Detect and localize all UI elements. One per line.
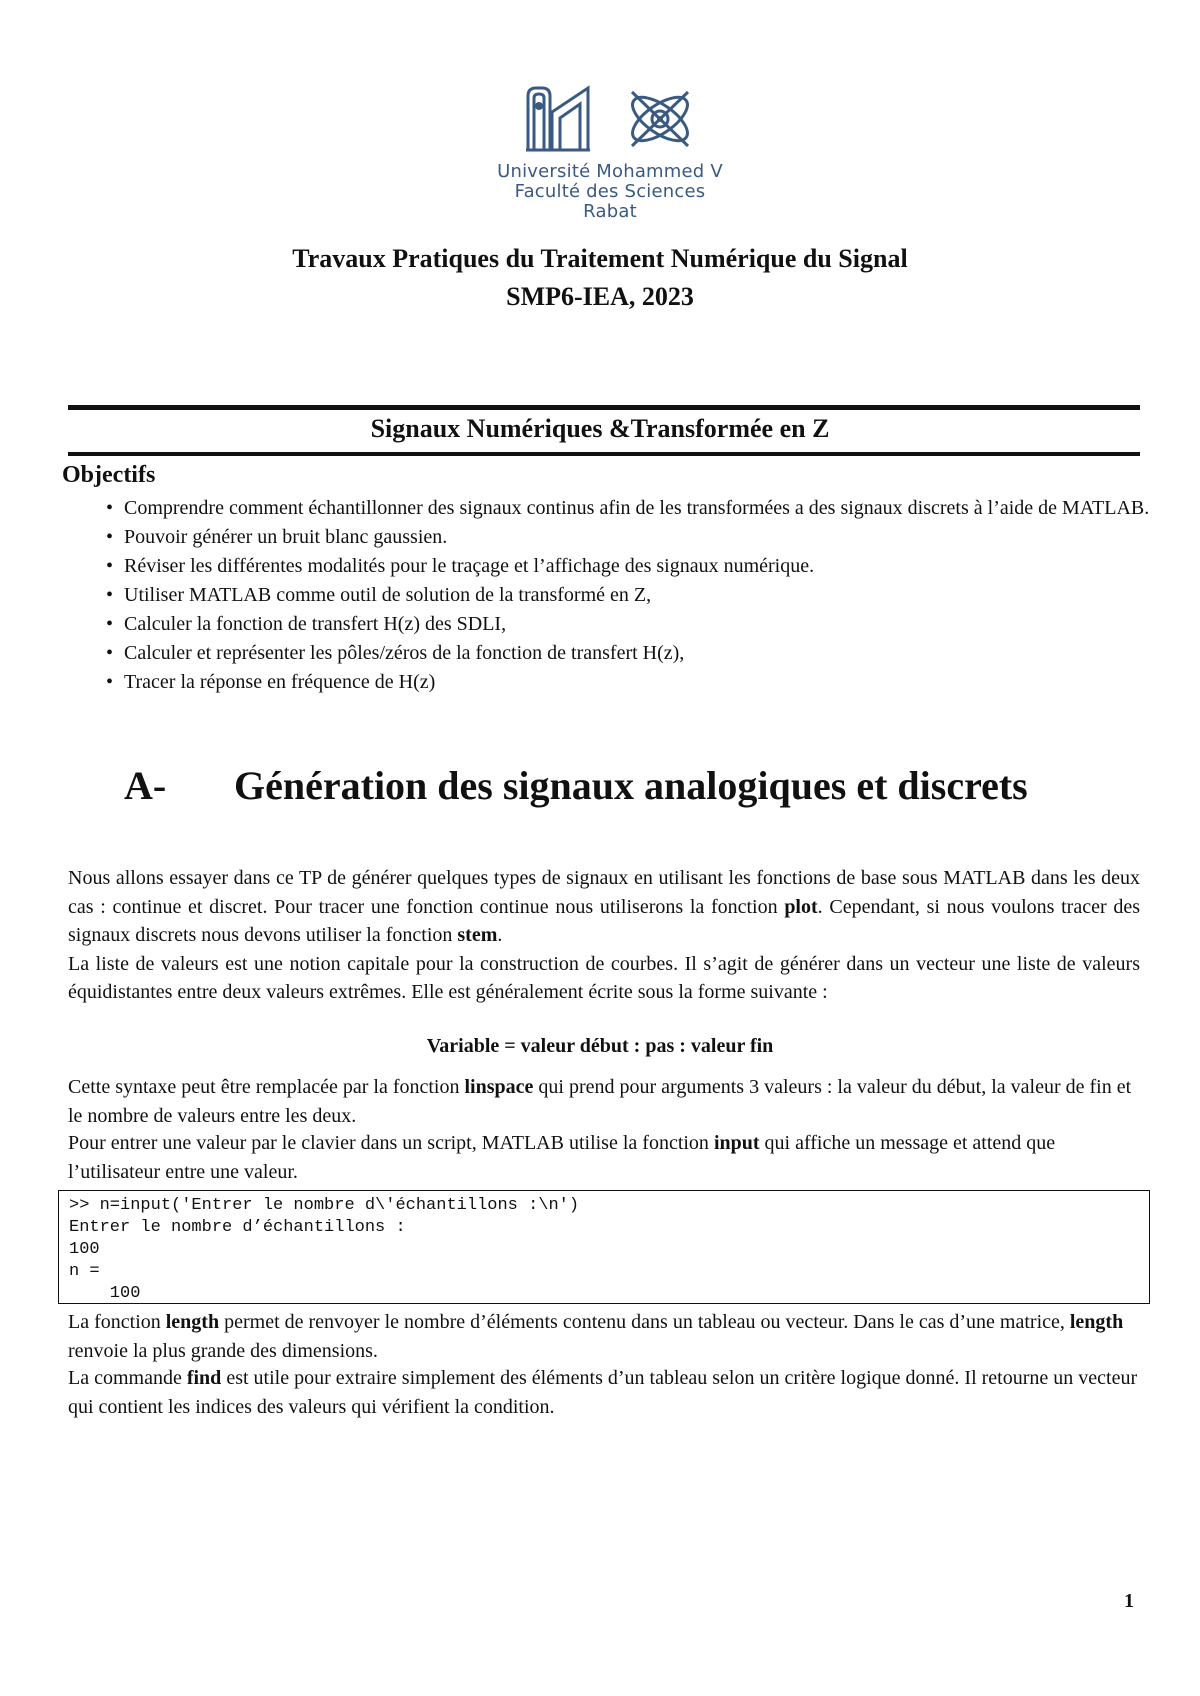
keyword-length: length bbox=[165, 1311, 220, 1333]
part-a-number: A- bbox=[124, 763, 167, 808]
logo-line-faculty: Faculté des Sciences bbox=[514, 181, 706, 202]
section-title: Signaux Numériques &Transformée en Z bbox=[370, 414, 830, 443]
bullet-icon: • bbox=[106, 613, 114, 635]
bullet-icon: • bbox=[106, 555, 114, 577]
section-rule-bottom bbox=[68, 452, 1140, 456]
logo-line-city: Rabat bbox=[583, 201, 637, 222]
list-item: • Utiliser MATLAB comme outil de solution de la transformé en Z, bbox=[100, 581, 1160, 610]
list-item: • Calculer la fonction de transfert H(z) des SDLI, bbox=[100, 610, 1160, 639]
keyword-length-2: length bbox=[1069, 1311, 1124, 1333]
keyword-linspace: linspace bbox=[464, 1076, 534, 1098]
keyword-plot: plot bbox=[784, 895, 818, 918]
input-paragraph: Pour entrer une valeur par le clavier dans un script, MATLAB utilise la fonction input qui affiche un message et attend que l’utilisateur entre une valeur. bbox=[68, 1132, 1056, 1183]
keyword-input: input bbox=[713, 1132, 760, 1154]
logo-line-university: Université Mohammed V bbox=[497, 161, 723, 182]
document-title: Travaux Pratiques du Traitement Numérique du Signal bbox=[292, 244, 908, 273]
page-number: 1 bbox=[1124, 1590, 1134, 1612]
keyword-find: find bbox=[186, 1367, 222, 1389]
linspace-paragraph: Cette syntaxe peut être remplacée par la fonction linspace qui prend pour arguments 3 valeurs : la valeur du début, la valeur de fin et le nombre de valeurs entre les deux. bbox=[68, 1076, 1132, 1127]
university-monogram-icon bbox=[522, 84, 594, 154]
value-list-paragraph: La liste de valeurs est une notion capitale pour la construction de courbes. Il s’agit de générer dans un vecteur une liste de valeurs équidistantes entre deux valeurs extrêmes. Elle est généralement écrite sous la forme suivante : bbox=[68, 952, 1140, 1003]
list-item: • Tracer la réponse en fréquence de H(z) bbox=[100, 668, 1160, 697]
section-rule-top bbox=[68, 405, 1140, 410]
code-block bbox=[58, 1190, 1150, 1304]
objectives-heading: Objectifs bbox=[62, 462, 156, 488]
objectives-list bbox=[100, 494, 1160, 697]
university-logo bbox=[460, 84, 760, 222]
code-line: 100 bbox=[69, 1284, 141, 1303]
bullet-icon: • bbox=[106, 584, 114, 606]
part-a-title: Génération des signaux analogiques et discrets bbox=[234, 763, 1028, 808]
bullet-icon: • bbox=[106, 671, 114, 693]
list-item: • Calculer et représenter les pôles/zéros de la fonction de transfert H(z), bbox=[100, 639, 1160, 668]
keyword-stem: stem bbox=[457, 924, 498, 946]
intro-paragraph: Nous allons essayer dans ce TP de générer quelques types de signaux en utilisant les fonctions de base sous MATLAB dans les deux cas : continue et discret. Pour tracer une fonction continue nous utiliserons la fonction plot. Cependant, si nous voulons tracer des signaux discrets nous devons utiliser la fonction stem. La liste de valeurs est une notion capitale pour la construction de courbes. Il s’agit de générer dans un vecteur une liste de valeurs équidistantes entre deux valeurs extrêmes. Elle est généralement écrite sous la forme suivante : bbox=[68, 867, 1140, 1003]
document-subtitle: SMP6-IEA, 2023 bbox=[506, 282, 694, 311]
length-paragraph: La fonction length permet de renvoyer le nombre d’éléments contenu dans un tableau ou vecteur. Dans le cas d’une matrice, length renvoie la plus grande des dimensions. bbox=[68, 1311, 1124, 1362]
find-paragraph: La commande find est utile pour extraire simplement des éléments d’un tableau selon un critère logique donné. Il retourne un vecteur qui contient les indices des valeurs qui vérifient la condition. bbox=[68, 1367, 1138, 1418]
code-line: Entrer le nombre d’échantillons : bbox=[69, 1218, 406, 1237]
bullet-icon: • bbox=[106, 497, 114, 519]
code-line: >> n=input('Entrer le nombre d\'échantillons :\n') bbox=[69, 1196, 580, 1215]
code-line: 100 bbox=[69, 1240, 100, 1259]
syntax-line: Variable = valeur début : pas : valeur fin bbox=[426, 1035, 774, 1057]
bullet-icon: • bbox=[106, 526, 114, 548]
list-item: • Réviser les différentes modalités pour le traçage et l’affichage des signaux numérique. bbox=[100, 552, 1160, 581]
list-item: • Pouvoir générer un bruit blanc gaussien. bbox=[100, 523, 1160, 552]
list-item: • Comprendre comment échantillonner des signaux continus afin de les transformées a des signaux discrets à l’aide de MATLAB. bbox=[100, 494, 1160, 523]
logo-text bbox=[460, 162, 760, 222]
bullet-icon: • bbox=[106, 642, 114, 664]
atom-science-icon bbox=[622, 84, 698, 154]
part-a-heading bbox=[124, 762, 1028, 809]
code-line: n = bbox=[69, 1262, 100, 1281]
